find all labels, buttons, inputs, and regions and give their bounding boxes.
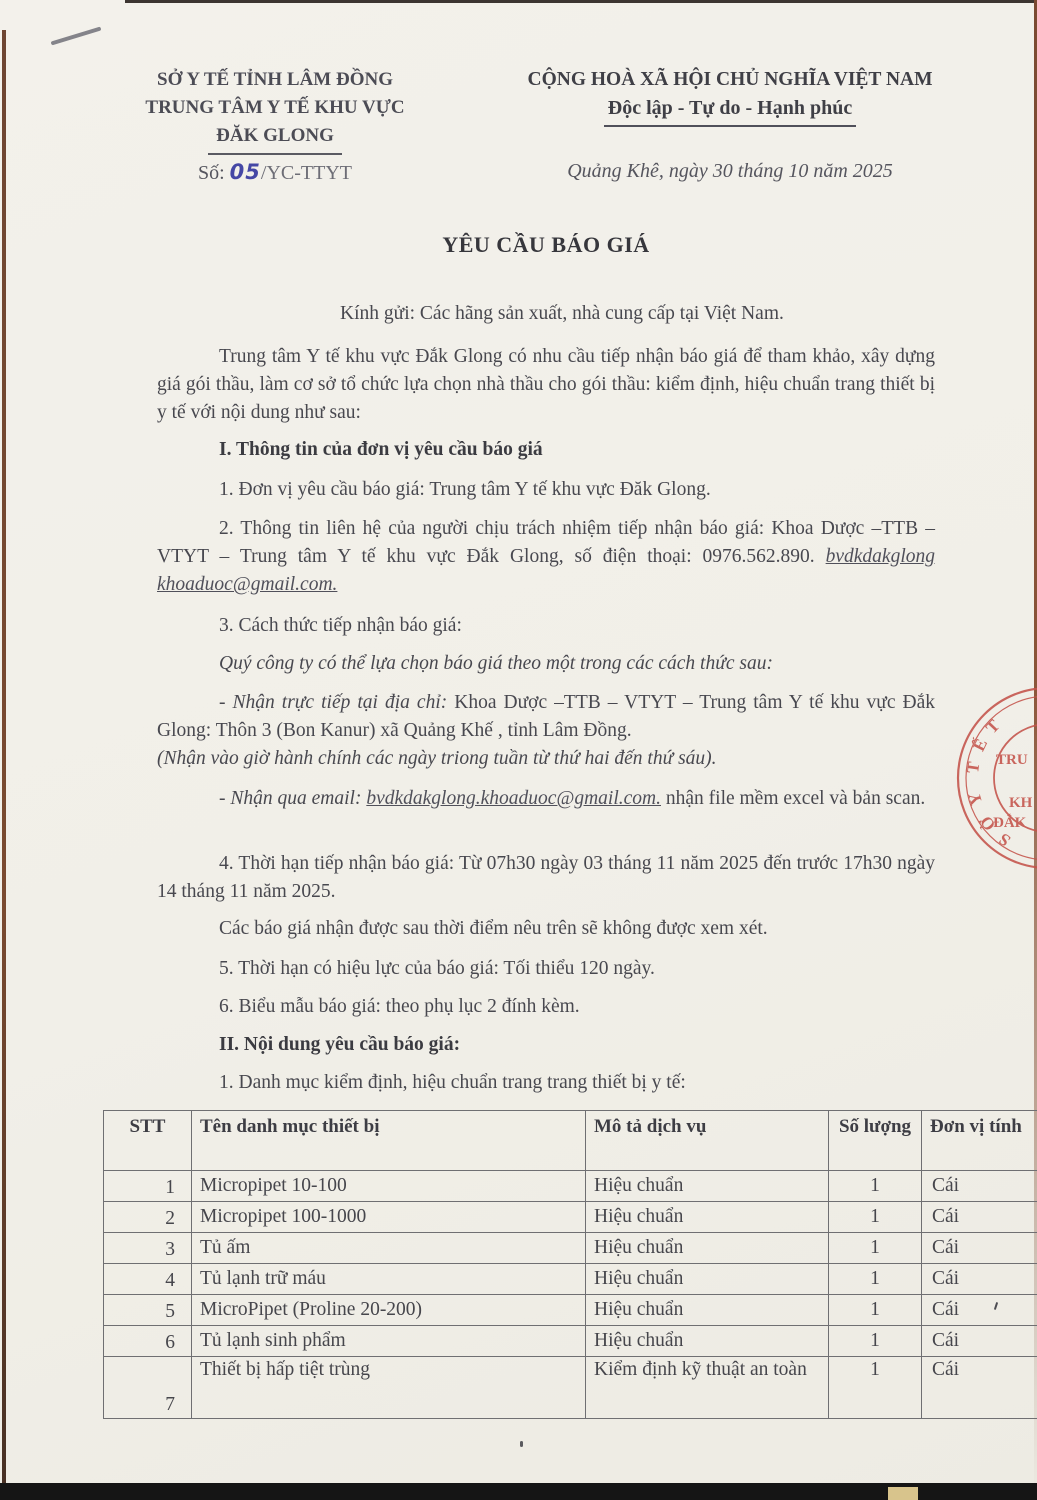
direct-note: (Nhận vào giờ hành chính các ngày triong tuần từ thứ hai đến thứ sáu).	[157, 748, 717, 769]
official-stamp	[941, 688, 1037, 872]
stamp-inner-line2: KH	[1009, 795, 1033, 811]
document-number	[105, 160, 445, 185]
cell-unit: Cái	[922, 1171, 1037, 1202]
section1-item1: 1. Đơn vị yêu cầu báo giá: Trung tâm Y tế khu vực Đăk Glong.	[219, 479, 711, 500]
scan-bottom-edge	[0, 1483, 1037, 1500]
cell-name: Micropipet 100-1000	[192, 1202, 586, 1233]
cell-stt: 1	[104, 1171, 192, 1202]
national-header	[468, 66, 992, 127]
doc-no-handwritten-value: 05	[229, 160, 261, 184]
cell-service: Hiệu chuẩn	[586, 1295, 829, 1326]
table-row	[104, 1171, 1037, 1202]
table-header-row	[104, 1111, 1037, 1171]
national-motto-line1: CỘNG HOÀ XÃ HỘI CHỦ NGHĨA VIỆT NAM	[527, 69, 933, 90]
cell-service: Kiểm định kỹ thuật an toàn	[586, 1357, 829, 1419]
svg-text:Ế: Ế	[969, 735, 992, 755]
salutation: Kính gửi: Các hãng sản xuất, nhà cung cấp tại Việt Nam.	[340, 303, 784, 324]
receive-email-paragraph	[157, 785, 935, 813]
cell-service: Hiệu chuẩn	[586, 1202, 829, 1233]
cell-service: Hiệu chuẩn	[586, 1264, 829, 1295]
item3-note: Quý công ty có thể lựa chọn báo giá theo một trong các cách thức sau:	[219, 653, 773, 674]
table-row	[104, 1357, 1037, 1419]
section1-item2	[157, 515, 935, 599]
scan-bottom-patch	[888, 1487, 918, 1500]
cell-service: Hiệu chuẩn	[586, 1233, 829, 1264]
stamp-inner-line3: ĐẮK	[993, 815, 1027, 831]
equipment-table	[103, 1110, 1037, 1419]
svg-text:T: T	[963, 760, 984, 775]
section1-item6: 6. Biểu mẫu báo giá: theo phụ lục 2 đính kèm.	[219, 996, 580, 1017]
cell-name: Micropipet 10-100	[192, 1171, 586, 1202]
intro-paragraph: Trung tâm Y tế khu vực Đắk Glong có nhu cầu tiếp nhận báo giá để tham khảo, xây dựng giá gói thầu, làm cơ sở tổ chức lựa chọn nhà thầu cho gói thầu: kiểm định, hiệu chuẩn trang thiết bị y tế với nội dung như sau:	[157, 346, 935, 423]
cell-unit: Cái	[922, 1264, 1037, 1295]
direct-text: Khoa Dược –TTB – VTYT – Trung tâm Y tế khu vực Đắk Glong: Thôn 3 (Bon Kanur) xã Quảng Khế , tỉnh Lâm Đồng.	[157, 692, 936, 741]
issuer-line2: TRUNG TÂM Y TẾ KHU VỰC	[145, 97, 405, 118]
national-motto-line2: Độc lập - Tự do - Hạnh phúc	[604, 94, 856, 127]
scan-speck	[520, 1441, 523, 1447]
cell-stt: 2	[104, 1202, 192, 1233]
cell-unit: Cái	[922, 1326, 1037, 1357]
cell-stt: 5	[104, 1295, 192, 1326]
cell-qty: 1	[829, 1171, 922, 1202]
table-row	[104, 1233, 1037, 1264]
issuer-header	[105, 66, 445, 155]
svg-text:Ở: Ở	[976, 812, 1000, 835]
col-header-qty: Số lượng	[829, 1111, 922, 1171]
receive-direct-paragraph	[157, 689, 935, 745]
issuer-line3: ĐĂK GLONG	[208, 122, 342, 155]
issuer-line1: SỞ Y TẾ TỈNH LÂM ĐỒNG	[157, 69, 393, 90]
col-header-service: Mô tả dịch vụ	[586, 1111, 829, 1171]
cell-unit: Cái	[922, 1357, 1037, 1419]
col-header-name: Tên danh mục thiết bị	[192, 1111, 586, 1171]
table-row	[104, 1295, 1037, 1326]
place-date-line: Quảng Khê, ngày 30 tháng 10 năm 2025	[567, 160, 893, 182]
scan-top-edge	[125, 0, 1037, 3]
col-header-stt: STT	[104, 1111, 192, 1171]
cell-qty: 1	[829, 1233, 922, 1264]
item2-email-link[interactable]: bvdkdakglong khoaduoc@gmail.com.	[157, 546, 935, 595]
cell-service: Hiệu chuẩn	[586, 1171, 829, 1202]
cell-qty: 1	[829, 1326, 922, 1357]
item4-note: Các báo giá nhận được sau thời điểm nêu trên sẽ không được xem xét.	[219, 918, 768, 939]
cell-name: Tủ lạnh trữ máu	[192, 1264, 586, 1295]
table-row	[104, 1326, 1037, 1357]
stamp-seal-graphic	[941, 688, 1037, 872]
cell-qty: 1	[829, 1202, 922, 1233]
cell-qty: 1	[829, 1357, 922, 1419]
cell-qty: 1	[829, 1264, 922, 1295]
col-header-unit: Đơn vị tính	[922, 1111, 1037, 1171]
cell-stt: 6	[104, 1326, 192, 1357]
cell-stt: 4	[104, 1264, 192, 1295]
cell-name: Tủ ấm	[192, 1233, 586, 1264]
cell-unit: Cái	[922, 1202, 1037, 1233]
section1-item3: 3. Cách thức tiếp nhận báo giá:	[219, 615, 462, 636]
cell-stt: 7	[104, 1357, 192, 1419]
cell-unit: Cái	[922, 1295, 1037, 1326]
cell-name: MicroPipet (Proline 20-200)	[192, 1295, 586, 1326]
email-tail: nhận file mềm excel và bản scan.	[661, 788, 926, 809]
email-lead: - Nhận qua email:	[219, 788, 367, 809]
section2-item1: 1. Danh mục kiểm định, hiệu chuẩn trang trang thiết bị y tế:	[219, 1072, 686, 1093]
table-row	[104, 1202, 1037, 1233]
cell-stt: 3	[104, 1233, 192, 1264]
section2-heading: II. Nội dung yêu cầu báo giá:	[219, 1034, 461, 1055]
svg-text:S: S	[995, 829, 1014, 851]
cell-unit: Cái	[922, 1233, 1037, 1264]
doc-no-label: Số:	[197, 162, 225, 184]
section1-heading: I. Thông tin của đơn vị yêu cầu báo giá	[219, 439, 543, 460]
item2-text: 2. Thông tin liên hệ của người chịu trách nhiệm tiếp nhận báo giá: Khoa Dược –TTB – VTYT – Trung tâm Y tế khu vực Đắk Glong, số điện thoại: 0976.562.890.	[157, 518, 935, 567]
cell-name: Tủ lạnh sinh phẩm	[192, 1326, 586, 1357]
svg-text:T: T	[981, 715, 1004, 738]
table-row	[104, 1264, 1037, 1295]
cell-name: Thiết bị hấp tiệt trùng	[192, 1357, 586, 1419]
doc-no-suffix: /YC-TTYT	[260, 162, 352, 184]
scan-left-edge	[2, 30, 6, 1485]
stamp-inner-line1: TRU	[996, 752, 1028, 768]
section1-item4: 4. Thời hạn tiếp nhận báo giá: Từ 07h30 ngày 03 tháng 11 năm 2025 đến trước 17h30 ngày 14 tháng 11 năm 2025.	[157, 853, 935, 902]
section1-item5: 5. Thời hạn có hiệu lực của báo giá: Tối thiểu 120 ngày.	[219, 958, 655, 979]
pen-mark	[51, 26, 102, 45]
svg-text:Y: Y	[964, 790, 987, 808]
direct-lead: - Nhận trực tiếp tại địa chỉ:	[219, 692, 455, 713]
document-title: YÊU CẦU BÁO GIÁ	[442, 232, 650, 257]
cell-qty: 1	[829, 1295, 922, 1326]
email-link[interactable]: bvdkdakglong.khoaduoc@gmail.com.	[366, 788, 661, 809]
cell-service: Hiệu chuẩn	[586, 1326, 829, 1357]
